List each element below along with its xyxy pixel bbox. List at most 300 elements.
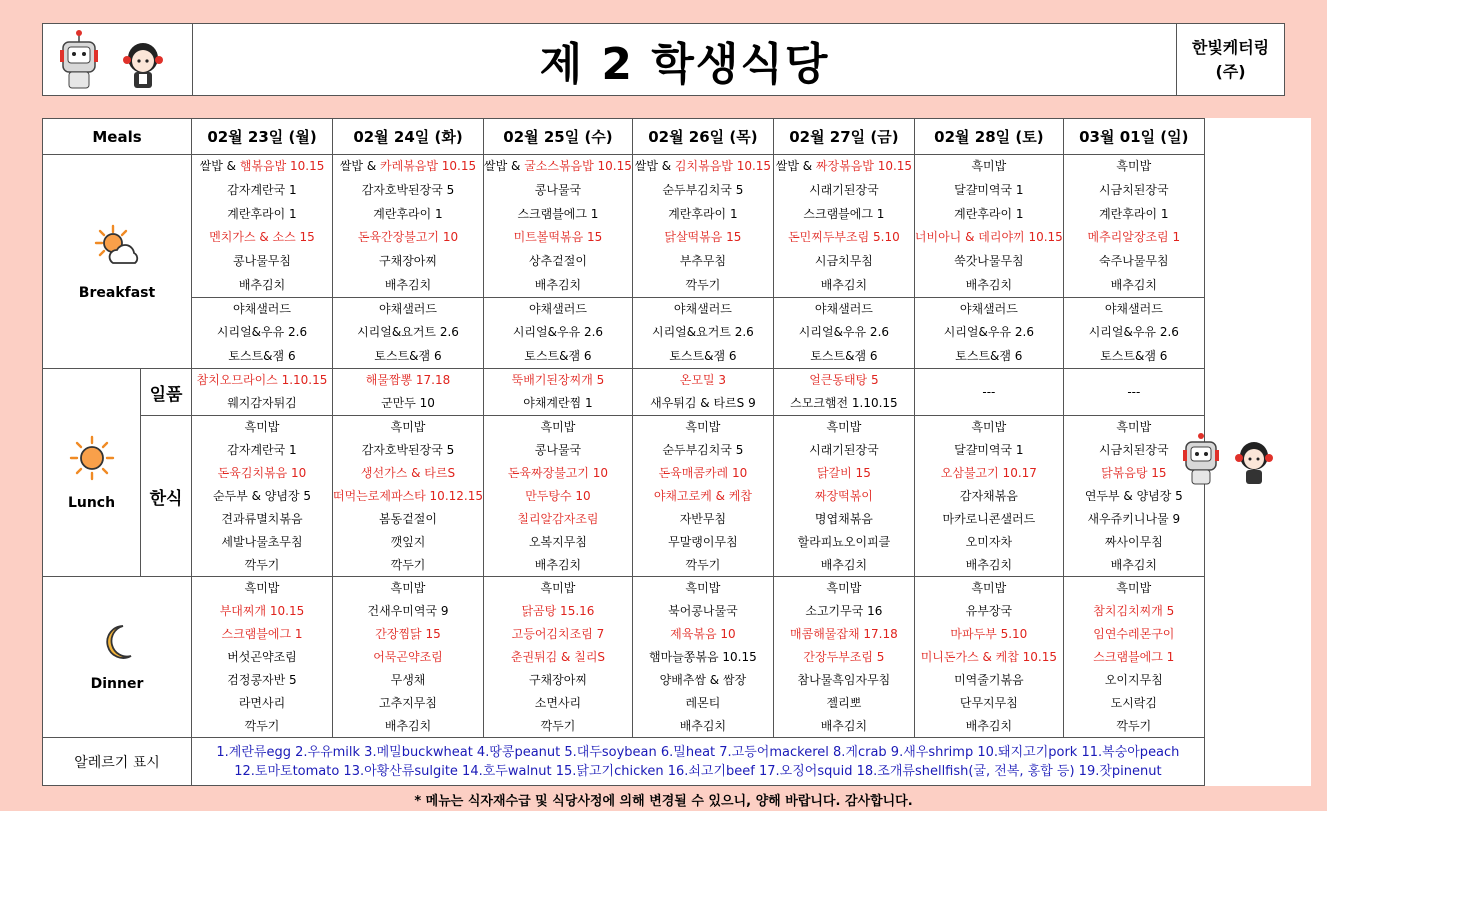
- menu-item: [1127, 381, 1140, 404]
- menu-item-text: 춘권튀김 & 칠리S: [510, 650, 606, 664]
- menu-item: [373, 646, 443, 669]
- menu-item-text: 배추김치: [965, 558, 1013, 572]
- menu-item-text: 감자호박된장국 5: [361, 443, 455, 457]
- menu-item-text: 흑미밥: [244, 581, 280, 595]
- menu-item: [529, 531, 587, 554]
- menu-item: [524, 345, 591, 368]
- menu-item-text: 흑미밥: [540, 420, 576, 434]
- menu-item-text: 계란후라이 1: [954, 206, 1024, 221]
- menu-item-text: 소면사리: [534, 696, 582, 710]
- menu-cell: [484, 298, 632, 368]
- menu-item-text: 시리얼&요거트 2.6: [652, 325, 754, 340]
- menu-item: [1116, 416, 1151, 439]
- menu-item-text: 닭살떡볶음 15: [664, 230, 742, 245]
- menu-cell: [774, 155, 914, 297]
- menu-item-text: 마카로니콘샐러드: [942, 512, 1036, 526]
- lunch-hansik-cell: [192, 416, 333, 577]
- menu-item-text: 떠먹는로제파스타 10.12.15: [333, 489, 483, 503]
- menu-item: [366, 369, 451, 392]
- menu-item: [220, 600, 305, 623]
- menu-item-text: 배추김치: [679, 719, 727, 733]
- menu-item: [529, 298, 587, 321]
- menu-item: [1088, 226, 1181, 249]
- menu-item: [508, 462, 608, 485]
- lunch-hansik-cell: [484, 416, 633, 577]
- menu-item-text: 젤리뽀: [826, 696, 862, 710]
- menu-item-text: 흑미밥: [971, 581, 1007, 595]
- breakfast-main-cell: [484, 155, 633, 298]
- company-name: [1176, 24, 1284, 95]
- menu-item-text: 돈육간장불고기 10: [357, 230, 459, 245]
- dinner-cell: [1063, 577, 1204, 738]
- menu-item-text: 웨지감자튀김: [227, 396, 297, 410]
- menu-item-text: 시리얼&우유 2.6: [512, 325, 604, 340]
- sun-cloud-icon: [91, 223, 143, 271]
- menu-item: [535, 554, 581, 576]
- menu-item-text: 흑미밥: [1116, 420, 1152, 434]
- blank-cell: [1204, 298, 1311, 369]
- menu-item: [221, 508, 302, 531]
- breakfast-extra-cell: [192, 298, 333, 369]
- blank-cell: [1204, 119, 1311, 155]
- menu-item: [966, 715, 1012, 737]
- menu-item-text: 자반무침: [679, 512, 727, 526]
- menu-item-text: 스크램블에그 1: [221, 627, 303, 641]
- menu-item-text: 라면사리: [238, 696, 286, 710]
- menu-item: [541, 416, 576, 439]
- day-header: 02월 26일 (목): [632, 119, 773, 155]
- menu-item-text: 흑미밥: [826, 581, 862, 595]
- menu-item: [385, 715, 431, 737]
- menu-item-text: 콩나물무침: [233, 253, 291, 268]
- menu-item-text: 스크램블에그 1: [1093, 650, 1175, 664]
- menu-item: [1093, 646, 1174, 669]
- menu-item-text: 무말랭이무침: [668, 535, 738, 549]
- menu-item: [966, 531, 1012, 554]
- menu-item-text: 미트볼떡볶음 15: [513, 230, 603, 245]
- menu-item-text: 간장찜닭 15: [375, 627, 441, 641]
- menu-item: [971, 155, 1006, 178]
- menu-item-text: 스크램블에그 1: [803, 206, 885, 221]
- menu-item: [950, 623, 1027, 646]
- menu-item-text: 쑥갓나물무침: [954, 253, 1024, 268]
- menu-item-text: 단무지무침: [959, 696, 1018, 710]
- menu-item: [1089, 321, 1179, 344]
- menu-item: [803, 646, 884, 669]
- menu-item-text: 토스트&잼 6: [228, 348, 296, 363]
- dinner-label: Dinner: [90, 676, 144, 692]
- menu-item: [821, 554, 867, 576]
- menu-item: [521, 600, 594, 623]
- menu-item: [523, 392, 592, 415]
- menu-item: [245, 577, 280, 600]
- menu-item: [776, 155, 912, 178]
- menu-item: [1116, 715, 1151, 737]
- hansik-label: 한식: [141, 416, 192, 577]
- menu-item-text: 순두부김치국 5: [662, 182, 744, 197]
- breakfast-main-cell: [773, 155, 914, 298]
- menu-item-text: 건새우미역국 9: [367, 604, 449, 618]
- menu-item: [391, 531, 426, 554]
- menu-item: [379, 508, 437, 531]
- menu-item-text: 온모밀 3: [679, 373, 727, 387]
- meals-header: Meals: [43, 119, 192, 155]
- breakfast-extra-cell: [773, 298, 914, 369]
- menu-item: [650, 392, 756, 415]
- menu-item: [535, 439, 581, 462]
- menu-item-text: 토스트&잼 6: [524, 348, 592, 363]
- menu-item: [358, 226, 458, 249]
- breakfast-main-cell: [1063, 155, 1204, 298]
- menu-item-text: 무생채: [390, 673, 426, 687]
- menu-item-text: 오미자차: [965, 535, 1013, 549]
- menu-item-text: 배추김치: [820, 277, 868, 292]
- moon-icon: [99, 622, 135, 662]
- menu-cell: [192, 416, 332, 576]
- menu-item-text: 구채장아찌: [379, 253, 437, 268]
- menu-item: [391, 554, 426, 576]
- menu-item-text: 미니돈가스 & 케찹 10.15: [920, 650, 1058, 664]
- menu-item-text: 햄마늘쫑볶음 10.15: [649, 650, 757, 664]
- menu-item: [971, 416, 1006, 439]
- menu-item: [362, 439, 455, 462]
- allergy-line2: 12.토마토tomato 13.아황산류sulgite 14.호두walnut 15.닭고기chicken 16.쇠고기beef 17.오징어squid 18.조개류shellfish(굴, 전복, 홍합 등) 19.잣pinenut: [234, 763, 1162, 779]
- menu-item-text: 쌀밥 &: [484, 159, 525, 174]
- menu-item: [367, 600, 448, 623]
- menu-item-text: 흑미밥: [971, 420, 1007, 434]
- menu-item: [686, 577, 721, 600]
- menu-item-text: 흑미밥: [826, 420, 862, 434]
- menu-item-text: 김치볶음밥 10.15: [674, 159, 772, 174]
- menu-item: [790, 392, 898, 415]
- day-header: 02월 28일 (토): [914, 119, 1063, 155]
- menu-item-text: ---: [1127, 384, 1141, 399]
- menu-item-text: 해물짬뽕 17.18: [365, 373, 451, 387]
- menu-item-text: 깍두기: [244, 558, 280, 572]
- breakfast-extra-cell: [1063, 298, 1204, 369]
- menu-item: [245, 416, 280, 439]
- menu-item: [1116, 155, 1151, 178]
- menu-item: [535, 692, 581, 715]
- menu-item: [674, 298, 732, 321]
- menu-item-text: 새우튀김 & 타르S 9: [650, 396, 756, 410]
- menu-cell: [1064, 298, 1204, 368]
- menu-item-text: 새우쥬키니나물 9: [1087, 512, 1181, 526]
- menu-item-text: 유부장국: [965, 604, 1013, 618]
- lunch-ilpum-cell: [1063, 369, 1204, 416]
- menu-cell: [915, 369, 1063, 415]
- menu-item: [1099, 203, 1168, 226]
- breakfast-extra-cell: [333, 298, 484, 369]
- breakfast-label-cell: [43, 155, 192, 369]
- menu-item-text: 간장두부조림 5: [803, 650, 885, 664]
- menu-item: [798, 531, 891, 554]
- menu-item-text: 순두부 & 양념장 5: [213, 489, 311, 503]
- menu-item: [815, 508, 873, 531]
- menu-item-text: 시래기된장국: [809, 443, 879, 457]
- menu-item-text: 야채계란찜 1: [523, 396, 593, 410]
- breakfast-main-cell: [632, 155, 773, 298]
- menu-item-text: 쌀밥 &: [339, 159, 381, 174]
- allergy-line1: 1.계란류egg 2.우유milk 3.메밀buckwheat 4.땅콩peanut 5.대두soybean 6.밀heat 7.고등어mackerel 8.게crab 9.새우shrimp 10.돼지고기pork 11.복숭아peach: [216, 744, 1180, 760]
- menu-item-text: 배추김치: [820, 719, 868, 733]
- menu-cell: [774, 369, 914, 415]
- menu-cell: [192, 298, 332, 368]
- breakfast-label: Breakfast: [78, 284, 156, 301]
- menu-item-text: 숙주나물무침: [1099, 253, 1169, 268]
- menu-item: [1088, 508, 1181, 531]
- menu-item-text: 돈육매콤카레 10: [658, 466, 748, 480]
- menu-item-text: 깍두기: [390, 558, 426, 572]
- menu-cell: [484, 416, 632, 576]
- menu-item-text: 야채샐러드: [528, 302, 587, 317]
- menu-item-text: 고추지무침: [379, 696, 437, 710]
- menu-item-text: 배추김치: [1110, 558, 1157, 572]
- menu-item: [790, 623, 898, 646]
- menu-item-text: 참치김치찌개 5: [1093, 604, 1175, 618]
- menu-item: [517, 203, 598, 226]
- menu-item: [960, 298, 1018, 321]
- menu-item: [680, 369, 726, 392]
- menu-item-text: 흑미밥: [971, 159, 1007, 174]
- menu-item: [680, 508, 726, 531]
- menu-item-text: 흑미밥: [1116, 159, 1152, 174]
- menu-item-text: 야채샐러드: [379, 302, 437, 317]
- menu-item: [966, 274, 1012, 297]
- dinner-cell: [192, 577, 333, 738]
- menu-item: [815, 298, 873, 321]
- menu-item-text: 쌀밥 &: [775, 159, 816, 174]
- menu-item-text: 양배추쌈 & 쌈장: [659, 673, 747, 687]
- menu-item-text: 깻잎지: [390, 535, 426, 549]
- menu-item: [815, 485, 873, 508]
- menu-item-text: 깍두기: [540, 719, 576, 733]
- dinner-cell: [773, 577, 914, 738]
- menu-item: [817, 462, 871, 485]
- page-title: 제 2 학생식당: [539, 38, 830, 90]
- menu-item: [511, 646, 605, 669]
- breakfast-main-cell: [333, 155, 484, 298]
- menu-item-text: 깍두기: [685, 558, 721, 572]
- menu-item-text: 쌀밥 &: [199, 159, 240, 174]
- menu-item: [391, 577, 426, 600]
- menu-cell: [633, 416, 773, 576]
- menu-item: [798, 669, 891, 692]
- lunch-ilpum-cell: [484, 369, 633, 416]
- menu-item-text: 야채샐러드: [1104, 302, 1163, 317]
- menu-item-text: 버섯곤약조림: [227, 650, 297, 664]
- menu-item-text: 야채샐러드: [233, 302, 291, 317]
- menu-cell: [192, 369, 332, 415]
- lunch-hansik-cell: [333, 416, 484, 577]
- menu-item: [379, 692, 437, 715]
- menu-item: [669, 345, 736, 368]
- menu-item-text: 세발나물초무침: [221, 535, 303, 549]
- menu-item-text: 야채샐러드: [673, 302, 732, 317]
- lunch-ilpum-cell: [914, 369, 1063, 416]
- menu-item-text: 소고기무국 16: [805, 604, 883, 618]
- menu-cell: [1064, 369, 1204, 415]
- menu-item: [960, 692, 1018, 715]
- menu-item: [239, 274, 285, 297]
- menu-item-text: 계란후라이 1: [668, 206, 738, 221]
- menu-item-text: 마파두부 5.10: [950, 627, 1028, 641]
- ilpum-label: 일품: [141, 369, 192, 416]
- menu-item: [664, 226, 741, 249]
- day-header: 02월 25일 (수): [484, 119, 633, 155]
- menu-item: [357, 321, 459, 344]
- menu-item-text: 미역줄기볶음: [954, 673, 1024, 687]
- menu-item-text: 시리얼&우유 2.6: [1088, 325, 1179, 340]
- menu-item: [379, 298, 437, 321]
- menu-item: [670, 623, 735, 646]
- menu-item-text: 오이지무침: [1104, 673, 1163, 687]
- menu-item: [517, 508, 598, 531]
- menu-item: [228, 345, 295, 368]
- menu-item-text: 레몬티: [685, 696, 721, 710]
- menu-item: [654, 485, 752, 508]
- menu-item-text: 연두부 & 양념장 5: [1084, 489, 1183, 503]
- menu-item: [529, 250, 587, 273]
- menu-cell: [774, 416, 914, 576]
- menu-item: [525, 485, 590, 508]
- menu-item: [686, 274, 721, 297]
- menu-item-text: 콩나물국: [534, 182, 582, 197]
- menu-item: [213, 485, 311, 508]
- menu-item: [942, 508, 1035, 531]
- menu-item-text: 깍두기: [685, 277, 721, 292]
- menu-item-text: 감자계란국 1: [227, 443, 297, 457]
- menu-item-text: 감자계란국 1: [227, 182, 297, 197]
- menu-cell: [484, 155, 632, 297]
- menu-cell: [774, 577, 914, 737]
- menu-item-text: 계란후라이 1: [227, 206, 297, 221]
- menu-item: [385, 274, 431, 297]
- menu-item-text: 흑미밥: [390, 581, 426, 595]
- menu-item: [966, 600, 1012, 623]
- menu-item: [921, 646, 1057, 669]
- day-header: 03월 01일 (일): [1063, 119, 1204, 155]
- menu-item: [1101, 462, 1166, 485]
- menu-item: [535, 179, 581, 202]
- menu-item: [1105, 531, 1163, 554]
- menu-item: [381, 392, 435, 415]
- menu-item: [227, 203, 296, 226]
- menu-item-text: 스크램블에그 1: [517, 206, 599, 221]
- menu-item: [799, 321, 889, 344]
- menu-cell: [915, 298, 1063, 368]
- side-cell: [1204, 369, 1311, 738]
- menu-item: [227, 179, 296, 202]
- menu-cell: [915, 155, 1063, 297]
- menu-item-text: 메추리알장조림 1: [1087, 230, 1181, 245]
- menu-cell: [633, 298, 773, 368]
- menu-item: [541, 715, 576, 737]
- breakfast-main-cell: [914, 155, 1063, 298]
- menu-item: [954, 250, 1024, 273]
- menu-item-text: 짜장떡볶이: [814, 489, 873, 503]
- menu-item: [340, 155, 476, 178]
- menu-item-text: 배추김치: [820, 558, 868, 572]
- menu-item-text: 토스트&잼 6: [810, 348, 878, 363]
- menu-cell: [774, 298, 914, 368]
- menu-item-text: 굴소스볶음밥 10.15: [524, 159, 632, 174]
- menu-item-text: 흑미밥: [540, 581, 576, 595]
- menu-item-text: 스모크햄전 1.10.15: [790, 396, 898, 410]
- menu-item: [379, 250, 437, 273]
- menu-item-text: 시금치된장국: [1099, 443, 1169, 457]
- menu-item: [535, 274, 581, 297]
- menu-item: [221, 531, 302, 554]
- menu-cell: [1064, 155, 1204, 297]
- menu-item: [954, 669, 1024, 692]
- weekly-menu-table: [42, 118, 1311, 786]
- menu-item: [821, 274, 867, 297]
- breakfast-extra-cell: [914, 298, 1063, 369]
- menu-item-text: 야채고로케 & 케찹: [653, 489, 752, 503]
- menu-item-text: 견과류멸치볶음: [221, 512, 303, 526]
- lunch-label-cell: [43, 369, 141, 577]
- menu-item-text: 너비아니 & 데리야끼 10.15: [914, 230, 1063, 245]
- breakfast-extra-cell: [484, 298, 633, 369]
- menu-item-text: 상추겉절이: [528, 253, 587, 268]
- menu-item: [227, 439, 296, 462]
- allergy-info: [192, 738, 1205, 786]
- menu-item: [788, 226, 900, 249]
- menu-item: [668, 531, 738, 554]
- menu-item: [652, 321, 754, 344]
- menu-item: [815, 250, 873, 273]
- menu-item-text: 시리얼&우유 2.6: [943, 325, 1034, 340]
- menu-cell: [333, 369, 483, 415]
- menu-item: [668, 203, 737, 226]
- menu-item-text: 닭볶음탕 15: [1101, 466, 1167, 480]
- menu-item-text: 야채샐러드: [814, 302, 873, 317]
- menu-item-text: 참나물흑임자무침: [797, 673, 891, 687]
- menu-item: [1116, 577, 1151, 600]
- company-name-line1: 한빛케터링: [1191, 37, 1270, 57]
- menu-item-text: 깍두기: [244, 719, 280, 733]
- menu-item: [680, 715, 726, 737]
- menu-item: [361, 462, 455, 485]
- menu-item: [941, 462, 1037, 485]
- menu-item: [966, 554, 1012, 576]
- menu-item: [391, 669, 426, 692]
- menu-item: [375, 623, 440, 646]
- menu-item-text: 배추김치: [238, 277, 286, 292]
- menu-item-text: 멘치가스 & 소스 15: [209, 230, 315, 245]
- menu-item: [1099, 439, 1169, 462]
- menu-item: [982, 381, 995, 404]
- menu-item: [221, 623, 302, 646]
- menu-cell: [633, 369, 773, 415]
- menu-cell: [915, 416, 1063, 576]
- menu-item-text: 콩나물국: [534, 443, 582, 457]
- menu-item-text: 토스트&잼 6: [374, 348, 442, 363]
- menu-item: [1111, 554, 1157, 576]
- menu-item: [1085, 485, 1183, 508]
- menu-item: [944, 321, 1034, 344]
- menu-cell: [633, 155, 773, 297]
- menu-item: [1111, 692, 1157, 715]
- menu-item-text: 감자채볶음: [959, 489, 1018, 503]
- menu-item-text: 뚝배기된장찌개 5: [511, 373, 605, 387]
- menu-item-text: ---: [982, 384, 996, 399]
- menu-item: [374, 345, 441, 368]
- lunch-hansik-cell: [632, 416, 773, 577]
- menu-item-text: 토스트&잼 6: [955, 348, 1023, 363]
- menu-item: [218, 462, 307, 485]
